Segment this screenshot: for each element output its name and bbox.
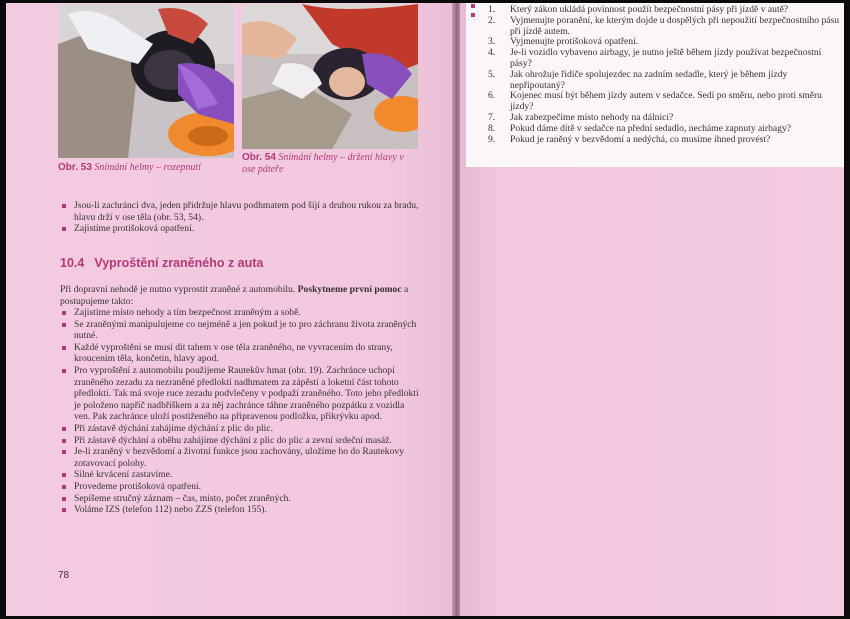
figure-53-number: Obr. 53 (58, 162, 92, 173)
intro-bold: Poskytneme první pomoc (297, 284, 402, 295)
bullet-marker-icon (471, 13, 475, 17)
question-item (484, 91, 840, 113)
question-text: Pokud je raněný v bezvědomí a nedýchá, co musíme ihned provést? (510, 133, 771, 145)
question-number: 9. (488, 133, 496, 145)
review-questions (484, 5, 840, 145)
list-item: Voláme IZS (telefon 112) nebo ZZS (telefon 155). (60, 504, 420, 516)
question-number: 2. (488, 14, 496, 26)
list-item: Pro vyproštění z automobilu použijeme Rautekův hmat (obr. 19). Zachránce uchopí zraněného zezadu za nezraněné předloktí nadhmatem za zápěstí a loketní část tohoto předloktí. Tak má svoje ruce zezadu podvlečeny v podpaží zraněného. Toto jeho předloktí je položeno napříč nadbřiškem a za něj zachránce táhne zraněného pozpátku z vozidla ven. Pak zachránce uloží postiženého na připravenou podložku, přikrývku apod. (60, 365, 420, 423)
question-item (484, 70, 840, 92)
bullet-marker-icon (471, 4, 475, 8)
question-text: Vyjmenujte poranění, ke kterým dojde u dospělých při nepoužití bezpečnostního pásu při jízdě autem. (510, 14, 840, 37)
question-number: 3. (488, 36, 496, 48)
question-text: Jak zabezpečíme místo nehody na dálnici? (510, 111, 674, 123)
question-item (484, 16, 840, 38)
figure-54-number: Obr. 54 (242, 152, 276, 163)
question-text: Který zákon ukládá povinnost použít bezpečnostní pásy při jízdě v autě? (510, 4, 789, 15)
list-item: Je-li zraněný v bezvědomí a životní funkce jsou zachovány, uložíme ho do Rautekovy zotavovací polohy. (60, 446, 420, 469)
question-item (484, 48, 840, 70)
section-heading (60, 256, 263, 270)
list-item: Zajistíme místo nehody a tím bezpečnost zraněným a sobě. (60, 307, 420, 319)
figure-54-text: Snímání helmy – držení hlavy v ose páteře (242, 152, 404, 175)
page-number: 78 (58, 570, 70, 581)
photo-helmet-removal-head-hold (242, 4, 418, 149)
photo-helmet-removal-unbuckle (58, 4, 234, 158)
question-text: Jak ohrožuje řidiče spolujezdec na zadním sedadle, který je během jízdy nepřipoutaný? (510, 68, 788, 91)
intro-text: Při dopravní nehodě je nutno vyprostit zraněné z automobilu. (60, 284, 296, 295)
question-text: Je-li vozidlo vybaveno airbagy, je nutno ještě během jízdy používat bezpečnostní pásy? (510, 47, 822, 69)
question-number: 7. (488, 111, 496, 123)
figure-53-caption (58, 162, 238, 174)
list-item: Se zraněnými manipulujeme co nejméně a jen pokud je to pro záchranu života zraněných nutné. (60, 319, 420, 342)
list-item: Provedeme protišoková opatření. (60, 481, 420, 493)
question-number: 1. (488, 4, 496, 15)
figure-53-text: Snímání helmy – rozepnutí (94, 162, 201, 173)
question-number: 4. (488, 47, 496, 59)
list-item: Jsou-li zachránci dva, jeden přidržuje hlavu podhmatem pod šíjí a druhou rukou za bradu, hlavu drží v ose těla (obr. 53, 54). (60, 200, 420, 223)
question-item (484, 135, 840, 146)
question-text: Kojenec musí být během jízdy autem v sedačce. Sedí po směru, nebo proti směru jízdy? (510, 90, 822, 113)
bullet-list-extrication (60, 307, 420, 516)
list-item: Každé vyproštění se musí dít tahem v ose těla zraněného, ne vyvracením do strany, kroucením těla, končetin, hlavy apod. (60, 342, 420, 365)
list-item: Silné krvácení zastavíme. (60, 469, 420, 481)
section-title: Vyproštění zraněného z auta (94, 256, 264, 270)
list-item: Při zástavě dýchání zahájíme dýchání z plic do plic. (60, 423, 420, 435)
section-intro (60, 284, 418, 307)
list-item: Sepíšeme stručný záznam – čas, místo, počet zraněných. (60, 493, 420, 505)
list-item: Při zástavě dýchání a oběhu zahájíme dýchání z plic do plic a zevní srdeční masáž. (60, 435, 420, 447)
intro-text-end: a postupujeme takto: (60, 284, 409, 307)
question-text: Vyjmenujte protišoková opatření. (510, 36, 639, 48)
list-item: Zajistíme protišoková opatření. (60, 223, 420, 235)
question-text: Pokud dáme dítě v sedačce na přední sedadlo, necháme zapnuty airbagy? (510, 122, 792, 134)
section-number: 10.4 (60, 256, 85, 270)
question-number: 8. (488, 122, 496, 134)
question-number: 6. (488, 90, 496, 102)
bullet-list-helmet (60, 200, 420, 235)
figure-54-caption (242, 152, 412, 176)
question-number: 5. (488, 68, 496, 80)
